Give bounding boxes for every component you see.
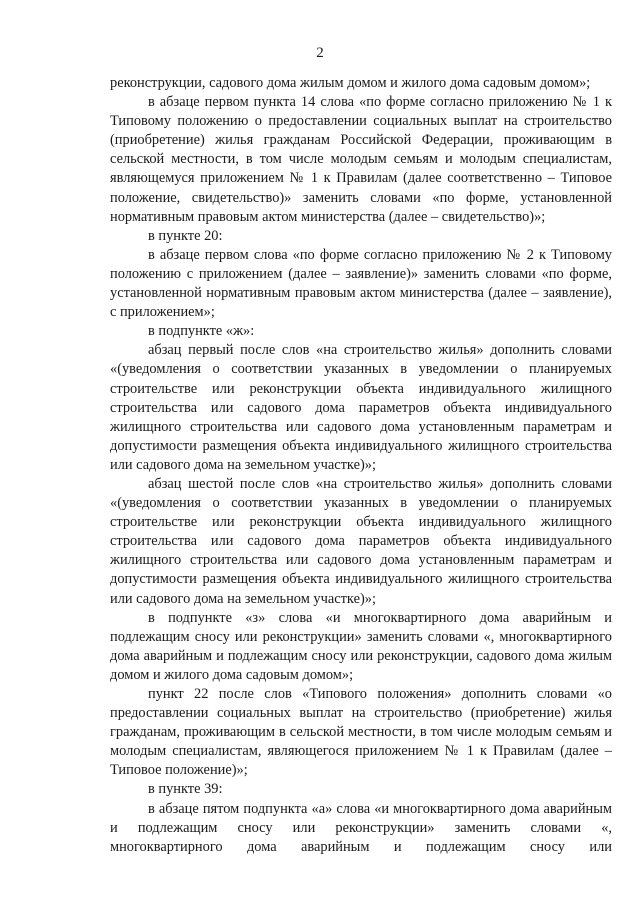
paragraph-item-39-heading: в пункте 39:	[148, 781, 223, 798]
paragraph-item-20-first: в абзаце первом слова «по форме согласно приложению № 2 к Типовому положению с приложением (далее – заявление)» заменить словами «по форме, установленной нормативным правовым актом министерства (далее – заявление), с приложением»;	[110, 246, 612, 321]
paragraph-item-20-heading: в пункте 20:	[148, 227, 223, 244]
paragraph-item-39-fifth: в абзаце пятом подпункта «а» слова «и многоквартирного дома аварийным и подлежащим сносу или реконструкции» заменить словами «, многоквартирного дома аварийным и подлежащим сносу или	[110, 800, 612, 855]
document-body	[110, 74, 612, 857]
paragraph-subitem-zh-heading: в подпункте «ж»:	[148, 323, 255, 340]
paragraph-item-14: в абзаце первом пункта 14 слова «по форме согласно приложению № 1 к Типовому положению о предоставлении социальных выплат на строительство (приобретение) жилья гражданам Российской Федерации, проживающим в сельской местности, в том числе молодым семьям и молодым специалистам, являющемуся приложением № 1 к Правилам (далее соответственно – Типовое положение, свидетельство)» заменить словами «по форме, установленной нормативным правовым актом министерства (далее – свидетельство)»;	[110, 94, 612, 225]
paragraph-subitem-zh-first: абзац первый после слов «на строительство жилья» дополнить словами «(уведомления о соответствии указанных в уведомлении о планируемых строительстве или реконструкции объекта индивидуального жилищного строительства или садового дома параметров объекта индивидуального жилищного строительства или садового дома установленным параметрам и допустимости размещения объекта индивидуального жилищного строительства или садового дома на земельном участке)»;	[110, 342, 612, 473]
paragraph-item-22: пункт 22 после слов «Типового положения» дополнить словами «о предоставлении социальных выплат на строительство (приобретение) жилья гражданам, проживающим в сельской местности, в том числе молодым семьям и молодым специалистам, являющегося приложением № 1 к Правилам (далее – Типовое положение)»;	[110, 686, 612, 779]
paragraph-subitem-z: в подпункте «з» слова «и многоквартирного дома аварийным и подлежащим сносу или реконструкции» заменить словами «, многоквартирного дома аварийным и подлежащим сносу или реконструкции, садового дома жилым домом и жилого дома садовым домом»;	[110, 609, 612, 683]
paragraph-subitem-zh-sixth: абзац шестой после слов «на строительство жилья» дополнить словами «(уведомления о соответствии указанных в уведомлении о планируемых строительстве или реконструкции объекта индивидуального жилищного строительства или садового дома параметров объекта индивидуального жилищного строительства или садового дома установленным параметрам и допустимости размещения объекта индивидуального жилищного строительства или садового дома на земельном участке)»;	[110, 475, 612, 607]
paragraph-continuation: реконструкции, садового дома жилым домом и жилого дома садовым домом»;	[110, 75, 591, 91]
page-number: 2	[316, 45, 324, 61]
